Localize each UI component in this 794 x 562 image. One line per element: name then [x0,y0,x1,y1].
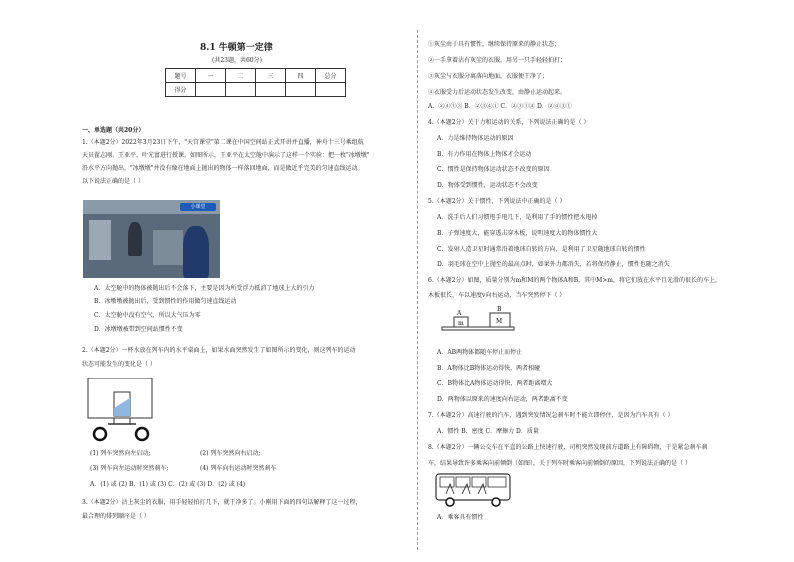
q2-condition: (4) 列车向右运动时突然刹车 [200,465,277,472]
label-big-m: M [496,318,503,325]
photo-wall-panel [153,230,183,265]
score-header-cell: 一 [196,69,226,83]
score-cell[interactable] [286,83,316,97]
cart-wheel [136,428,148,440]
q1-option: C．太空舱中没有空气，所以大气压为零 [94,312,201,319]
q1-stem-line: 沿水平方向抛出，"冰墩墩"并没有像在地面上抛出的物体一样落回地面，而是做近乎完美的匀速直线运动。 [82,165,364,172]
q2-condition: (1) 列车突然向左启动; [90,450,151,457]
q4-option: B．有力作用在物体上物体才会运动 [437,151,532,158]
label-small-m: m [458,320,464,327]
score-table [165,68,346,97]
q4-option: A．力是维持物体运动的原因 [437,135,514,142]
label-a: A [457,310,462,317]
q1-stem-line: 天员翟志刚、王亚平、叶光富进行授课。如图所示，王亚平在太空舱中演示了这样一个实验：把一枚"冰墩墩" [82,152,370,159]
cart-wheel [94,428,106,440]
score-row-label: 得分 [166,83,196,97]
section-heading: 一、单选题（共20分） [82,127,145,134]
broadcast-logo: 小课堂 [180,203,216,211]
q1-stem-line: 1.（本题2分）2022年3月23日下午，"天宫课堂"第二课在中国空间站正式开讲并直播，神舟十三号乘组航 [82,139,364,146]
tilted-water [114,398,130,416]
q5-option: C．发射人造卫星时通常沿着地球自转的方向，是利用了卫星随地球自转的惯性 [437,246,646,253]
q6-option: C．B物体比A物体运动得快，两者距离增大 [437,380,553,387]
page-title: 8.1 牛顿第一定律 [200,43,273,53]
q1-option: B．冰墩墩被抛出后，受到惯性的作用做匀速直线运动 [94,298,237,305]
q8-option: A．乘客具有惯性 [437,514,484,521]
score-cell[interactable] [226,83,256,97]
q4-option: C．惯性是保持物体运动状态不改变的原因 [437,166,550,173]
q6-option: A．AB两物体都随车停止而停止 [437,349,523,356]
space-station-photo [83,200,220,278]
q7-stem: 7.（本题2分）高速行驶的汽车，遇到突发情况急刹车时不能立即停住，是因为汽车具有（ ） [428,412,674,419]
astronaut-figure [128,222,142,256]
q2-stem-line: 状态可能发生的变化是（ ） [82,361,156,368]
q3-stem-line: 最合理的排列顺序是（ ） [82,513,150,520]
q1-stem-line: 以下说法正确的是（ ） [82,178,144,185]
water-cup-cart-diagram [86,378,156,442]
score-table-row [166,83,346,97]
q2-stem-line: 2.（本题2分）一杯水放在列车内的水平桌面上，如果水面突然发生了如图所示的变化，则这列车的运动 [82,347,356,354]
score-header-cell: 题号 [166,69,196,83]
q5-option: A．洗手后人们习惯甩手甩几下，是利用了手的惯性把水甩掉 [437,214,598,221]
q7-options: A．惯性 B．密度 C．摩擦力 D．质量 [437,428,539,435]
q2-condition: (2) 列车突然向右启动; [200,450,261,457]
bus-diagram [434,472,514,508]
score-header-cell: 四 [286,69,316,83]
q1-option: D．冰墩墩被带到空间站惯性不变 [94,326,183,333]
q8-stem-line: 8.（本题2分）一辆公交车在平直的公路上快速行驶，司机突然发现前方道路上有障碍物，于是紧急刹车刹 [428,444,708,451]
q1-option: A．太空舱中的物体被抛出后不会落下，主要是因为所受浮力抵消了地球上大的引力 [94,285,315,292]
q4-stem: 4.（本题2分）关于力和运动的关系，下列说法正确的是（ ） [428,119,590,126]
q6-stem-line: 木板很长，车以速度v向右运动，当车突然停下（ ） [428,292,566,299]
q3-stem-line: 3.（本题2分）沾上灰尘的衣服，用手轻轻拍打几下，就干净多了。小刚用下面的四句话解释了这一过程， [82,499,362,506]
astronaut-figure [183,226,209,278]
q6-option: D．两物体以原来的速度向右运动，两者距离不变 [437,396,568,403]
q3-item: ③灰尘与衣服分离落向地面，衣服便干净了； [428,73,549,80]
bus-wheel [446,498,454,506]
bus-window [488,477,506,487]
score-table-header-row [166,69,346,83]
column-divider [417,30,418,550]
q5-option: B．子弹速度大，能穿透击穿木板，说明速度大的物体惯性大 [437,230,598,237]
q8-stem-line: 车，结果导致许多乘客向前倾倒（如图），关于列车时乘客向前倾倒的原因，下列说法正确的是（ ） [428,460,691,467]
q3-item: ②一手拿着沾有灰尘的衣服，用另一只手轻轻拍打； [428,57,567,64]
q3-options: A．②④①③ B．②③④① C．②③①④ D．②④③① [428,103,572,110]
page-subtitle: (共23题，共60分) [212,57,262,64]
q3-item: ④衣服受力后运动状态发生改变，由静止运动起来。 [428,89,567,96]
label-b: B [497,306,502,313]
photo-wall-panel [89,220,111,260]
score-header-cell: 总分 [316,69,346,83]
bus-window [440,477,454,487]
q2-options: A．(1) 或 (2) B．(1) 或 (3) C．(2) 或 (3) D．(2) 或 (4) [90,481,246,488]
score-cell[interactable] [256,83,286,97]
q5-option: D．羽毛球在空中上抛至的最高点时，如果外力都消失，若将保持静止，惯性也随之消失 [437,261,670,268]
score-header-cell: 二 [226,69,256,83]
q4-option: D．物体受到惯性，运动状态不会改变 [437,182,538,189]
score-cell[interactable] [316,83,346,97]
score-header-cell: 三 [256,69,286,83]
blocks-on-cart-diagram [440,305,520,335]
q2-condition: (3) 列车向左运动时突然刹车; [90,465,169,472]
q5-stem: 5.（本题2分）关于惯性，下列说法中正确的是（ ） [428,198,566,205]
q6-option: B．A物体比B物体运动得快，两者相碰 [437,365,541,372]
score-cell[interactable] [196,83,226,97]
q6-stem-line: 6.（本题2分）如图，质量分别为m和M的两个物体A和B，其中M>m，将它们放在水平且光滑的很长的车上， [428,277,721,284]
q3-item: ①灰尘由于具有惯性，继续保持原来的静止状态； [428,41,561,48]
bus-wheel [492,498,500,506]
